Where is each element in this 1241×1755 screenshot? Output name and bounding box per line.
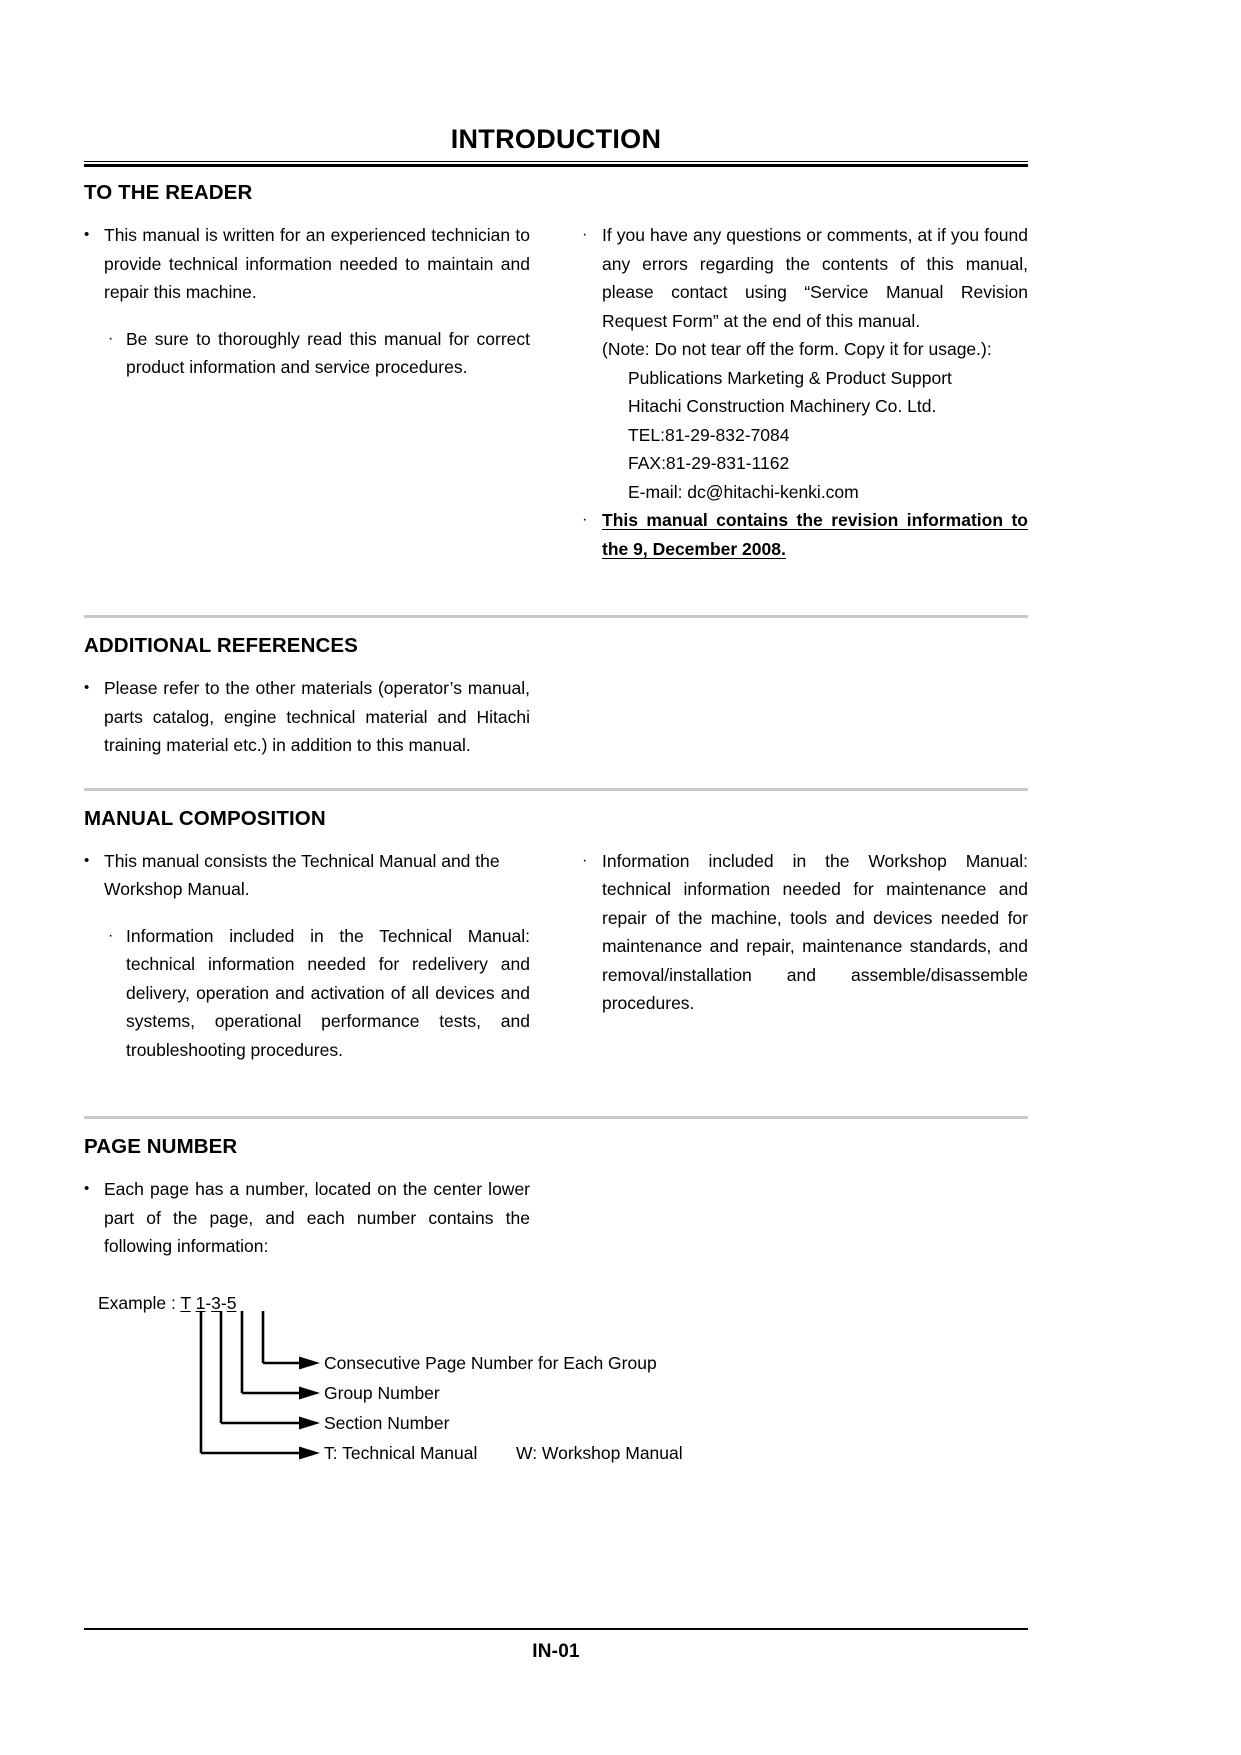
- contact-email: E-mail: dc@hitachi-kenki.com: [628, 481, 859, 502]
- page-content: [84, 0, 1028, 1471]
- list-item: [84, 221, 530, 307]
- example-dash-2: -: [220, 1292, 227, 1313]
- example-manual-type: T: [180, 1292, 191, 1313]
- list-item: [84, 847, 530, 904]
- list-item: [84, 325, 530, 382]
- bullet-icon: ·: [582, 226, 588, 243]
- list-item-text: If you have any questions or comments, at if you found any errors regarding the contents of this manual, please contact using “Service Manual Revision Request Form” at the end of this manual.: [602, 225, 1028, 331]
- sub-bullet-icon: ·: [108, 926, 114, 944]
- callout-label-consecutive-page: Consecutive Page Number for Each Group: [324, 1352, 657, 1373]
- bullet-icon: ·: [582, 851, 588, 869]
- note-line: [582, 335, 1028, 364]
- section-divider: [84, 1116, 1028, 1119]
- arrow-head-group: [299, 1386, 320, 1399]
- bullet-icon: •: [84, 226, 90, 243]
- list-item-text: Information included in the Workshop Manual: technical information needed for maintenance and repair of the machine, tools and devices needed for maintenance and repair, maintenance standards, and removal/installation and assemble/disassemble procedures.: [602, 850, 1028, 1013]
- to-the-reader-left-column: [84, 221, 530, 382]
- sub-bullet-icon: ·: [108, 329, 114, 347]
- example-group: 3: [211, 1292, 221, 1313]
- section-heading-to-the-reader: TO THE READER: [84, 181, 253, 204]
- section-heading-page-number: PAGE NUMBER: [84, 1135, 238, 1158]
- list-item: [582, 506, 1028, 563]
- note-text: (Note: Do not tear off the form. Copy it for usage.):: [602, 339, 992, 359]
- section-heading-additional-references: ADDITIONAL REFERENCES: [84, 634, 358, 657]
- list-item-text: This manual consists the Technical Manual and the Workshop Manual.: [104, 850, 500, 899]
- bullet-icon: •: [84, 851, 90, 869]
- list-item-text: Please refer to the other materials (operator’s manual, parts catalog, engine technical material and Hitachi training material etc.) in addition to this manual.: [104, 678, 530, 755]
- list-item-text: Each page has a number, located on the center lower part of the page, and each number contains the following information:: [104, 1179, 530, 1256]
- manual-composition-left-column: [84, 847, 530, 1065]
- revision-notice: This manual contains the revision information to the 9, December 2008.: [602, 510, 1028, 559]
- arrow-head-consecutive: [299, 1356, 320, 1369]
- list-item-text: Information included in the Technical Manual: technical information needed for redelivery and delivery, operation and activation of all devices and systems, operational performance tests, and troubleshooting procedures.: [126, 925, 530, 1060]
- list-item: [84, 674, 530, 760]
- page-number-example-diagram: [84, 1291, 1028, 1471]
- page-number-columns: [84, 1175, 1028, 1261]
- contact-organization: Publications Marketing & Product Support: [628, 367, 952, 388]
- footer-page-number: IN-01: [532, 1641, 580, 1662]
- page-number-left-column: [84, 1175, 530, 1261]
- footer-divider: [84, 1628, 1028, 1630]
- list-item: [582, 221, 1028, 335]
- example-label: Example :: [98, 1292, 181, 1313]
- callout-label-workshop-manual: W: Workshop Manual: [516, 1442, 683, 1463]
- page-title: INTRODUCTION: [450, 124, 662, 154]
- manual-composition-columns: [84, 847, 1028, 1065]
- spacer: [84, 563, 1028, 615]
- list-item-text: Be sure to thoroughly read this manual for correct product information and service procedures.: [126, 328, 530, 377]
- section-heading-manual-composition: MANUAL COMPOSITION: [84, 806, 326, 830]
- contact-block: [582, 364, 1028, 507]
- arrow-head-section: [299, 1416, 320, 1429]
- contact-company: Hitachi Construction Machinery Co. Ltd.: [628, 396, 937, 416]
- list-item-text: This manual is written for an experienced technician to provide technical information needed to maintain and repair this machine.: [104, 225, 530, 302]
- additional-references-left-column: [84, 674, 530, 760]
- spacer: [84, 1064, 1028, 1116]
- list-item: [582, 847, 1028, 1018]
- bullet-icon: ·: [582, 511, 588, 528]
- section-divider: [84, 788, 1028, 791]
- arrow-heads: [299, 1356, 320, 1459]
- bullet-icon: •: [84, 679, 90, 696]
- manual-composition-right-column: [582, 847, 1028, 1018]
- list-item: [84, 1175, 530, 1261]
- section-divider: [84, 615, 1028, 618]
- example-section: 1: [195, 1292, 206, 1313]
- example-dash-1: -: [205, 1292, 212, 1313]
- bullet-icon: •: [84, 1180, 90, 1197]
- contact-tel: TEL:81-29-832-7084: [628, 424, 790, 445]
- to-the-reader-right-column: [582, 221, 1028, 563]
- example-consecutive: 5: [226, 1292, 237, 1313]
- callout-label-technical-manual: T: Technical Manual: [324, 1442, 478, 1463]
- callout-label-group-number: Group Number: [324, 1382, 440, 1403]
- to-the-reader-columns: [84, 221, 1028, 563]
- arrow-head-manual-type: [299, 1446, 320, 1459]
- list-item: [84, 922, 530, 1065]
- title-divider: [84, 161, 1028, 167]
- additional-references-columns: [84, 674, 1028, 760]
- contact-fax: FAX:81-29-831-1162: [628, 453, 790, 473]
- spacer: [84, 760, 1028, 788]
- callout-label-section-number: Section Number: [324, 1412, 450, 1433]
